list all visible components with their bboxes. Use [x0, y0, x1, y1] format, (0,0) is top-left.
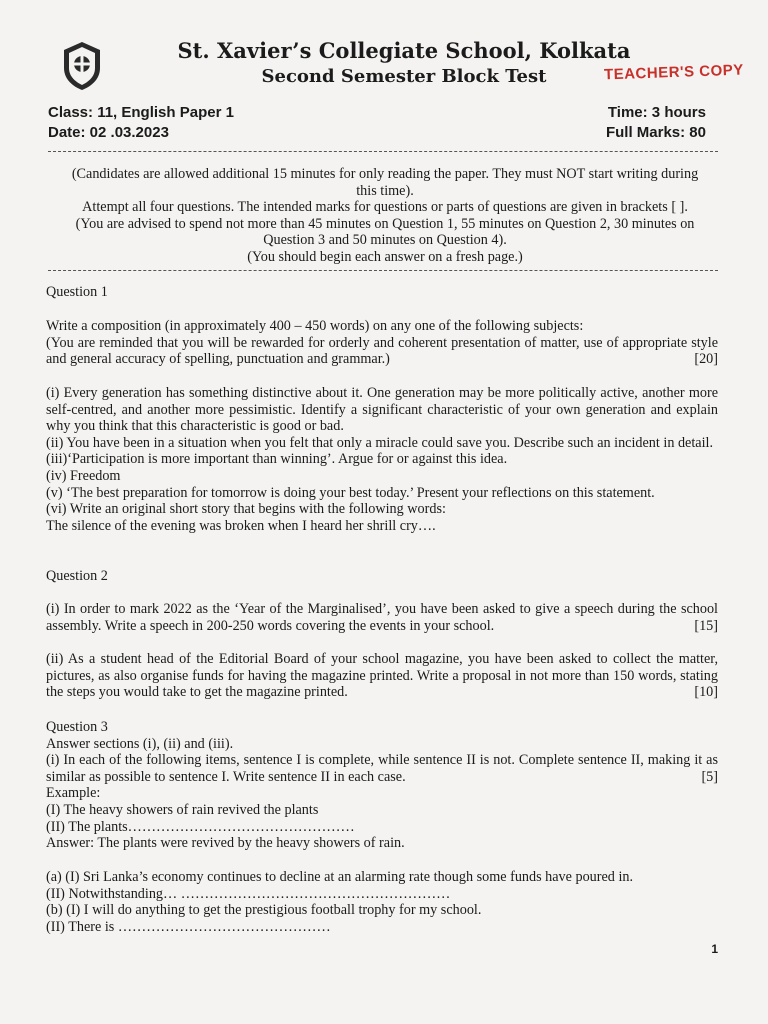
page-number: 1 — [711, 942, 718, 956]
q3-item-a-sentence-1: (a) (I) Sri Lanka’s economy continues to decline at an alarming rate though some funds have poured in. — [46, 869, 634, 885]
q3-item-b-sentence-1: (b) (I) I will do anything to get the prestigious football trophy for my school. — [46, 902, 482, 919]
instructions-divider — [48, 270, 718, 271]
question-3-instruction — [46, 752, 718, 785]
q2-part-ii-marks: [10] — [694, 684, 718, 701]
q3-example-answer: Answer: The plants were revived by the heavy showers of rain. — [46, 835, 405, 852]
time-label: Time: 3 hours — [607, 104, 706, 121]
q3-item-b-sentence-2: (II) There is ……………………………………… — [46, 918, 331, 935]
question-1-body — [46, 318, 718, 368]
q1-option-vi: (vi) Write an original short story that begins with the following words: — [46, 501, 446, 518]
question-1-options — [46, 385, 718, 534]
q1-option-iii: (iii)‘Participation is more important than winning’. Argue for or against this idea. — [46, 451, 508, 468]
question-3-heading: Question 3 — [46, 719, 108, 735]
exam-name: Second Semester Block Test — [261, 66, 547, 87]
question-1-intro: Write a composition (in approximately 400 – 450 words) on any one of the following subjects: — [46, 318, 584, 334]
question-1-heading: Question 1 — [46, 284, 108, 300]
school-name: St. Xavier’s Collegiate School, Kolkata — [177, 38, 631, 63]
question-2-heading: Question 2 — [46, 568, 108, 584]
q1-option-iv: (iv) Freedom — [46, 467, 121, 484]
q3-item-a-sentence-2: (II) Notwithstanding… ………………………………………………… — [46, 885, 451, 902]
q3-example-sentence-2: (II) The plants………………………………………… — [46, 818, 355, 835]
question-1-note — [46, 335, 718, 368]
instruction-fresh-page: (You should begin each answer on a fresh page.) — [247, 248, 523, 265]
q1-option-i: (i) Every generation has something distinctive about it. One generation may be more politically active, another more self-centred, and another more pessimistic. Identify a significant characteristic of your own generation and explain why you think that this characteristic is good or bad. — [46, 385, 718, 435]
instruction-attempt-all: Attempt all four questions. The intended marks for questions or parts of questions are given in brackets [ ]. — [82, 199, 688, 216]
q1-option-ii: (ii) You have been in a situation when you felt that only a miracle could save you. Describe such an incident in detail. — [46, 434, 714, 451]
q2-part-i-text: (i) In order to mark 2022 as the ‘Year of the Marginalised’, you have been asked to give a speech during the school assembly. Write a speech in 200-250 words covering the events in your school. — [46, 601, 718, 634]
question-3-block — [46, 719, 718, 852]
question-2-part-ii — [46, 651, 718, 701]
header-divider — [48, 151, 718, 152]
q2-part-i-marks: [15] — [694, 617, 718, 634]
q2-part-ii-text: (ii) As a student head of the Editorial Board of your school magazine, you have been asked to collect the matter, pictures, as also organise funds for having the magazine printed. Write a proposal in not more than 150 words, stating the steps you would take to get the magazine printed. — [46, 651, 718, 701]
instruction-time-allocation: (You are advised to spend not more than 45 minutes on Question 1, 55 minutes on Question 2, 30 minutes on Question 3 and 50 minutes on Question 4). — [75, 215, 695, 249]
q3-example-label: Example: — [46, 785, 101, 802]
q1-option-v: (v) ‘The best preparation for tomorrow is doing your best today.’ Present your reflections on this statement. — [46, 484, 655, 501]
q3-example-sentence-1: (I) The heavy showers of rain revived the plants — [46, 801, 319, 818]
q3-marks: [5] — [701, 768, 718, 785]
question-1-marks: [20] — [694, 351, 718, 368]
question-1-note-text: (You are reminded that you will be rewarded for orderly and coherent presentation of matter, use of appropriate style and general accuracy of spelling, punctuation and grammar.) — [46, 334, 718, 368]
teachers-copy-stamp: TEACHER'S COPY — [603, 61, 745, 84]
question-3-subheading: Answer sections (i), (ii) and (iii). — [46, 735, 234, 752]
q3-instruction-text: (i) In each of the following items, sentence I is complete, while sentence II is not. Complete sentence II, making it as similar as possible to sentence I. Write sentence II in each case. — [46, 752, 718, 785]
full-marks-label: Full Marks: 80 — [605, 124, 706, 141]
date-label: Date: 02 .03.2023 — [48, 124, 169, 141]
q1-option-vi-opening-line: The silence of the evening was broken when I heard her shrill cry…. — [46, 517, 436, 534]
instructions — [60, 166, 710, 266]
instruction-reading-time: (Candidates are allowed additional 15 minutes for only reading the paper. They must NOT start writing during this time). — [71, 166, 699, 199]
question-2-part-i — [46, 601, 718, 634]
class-label: Class: 11, English Paper 1 — [48, 104, 234, 121]
question-3-items — [46, 869, 718, 935]
